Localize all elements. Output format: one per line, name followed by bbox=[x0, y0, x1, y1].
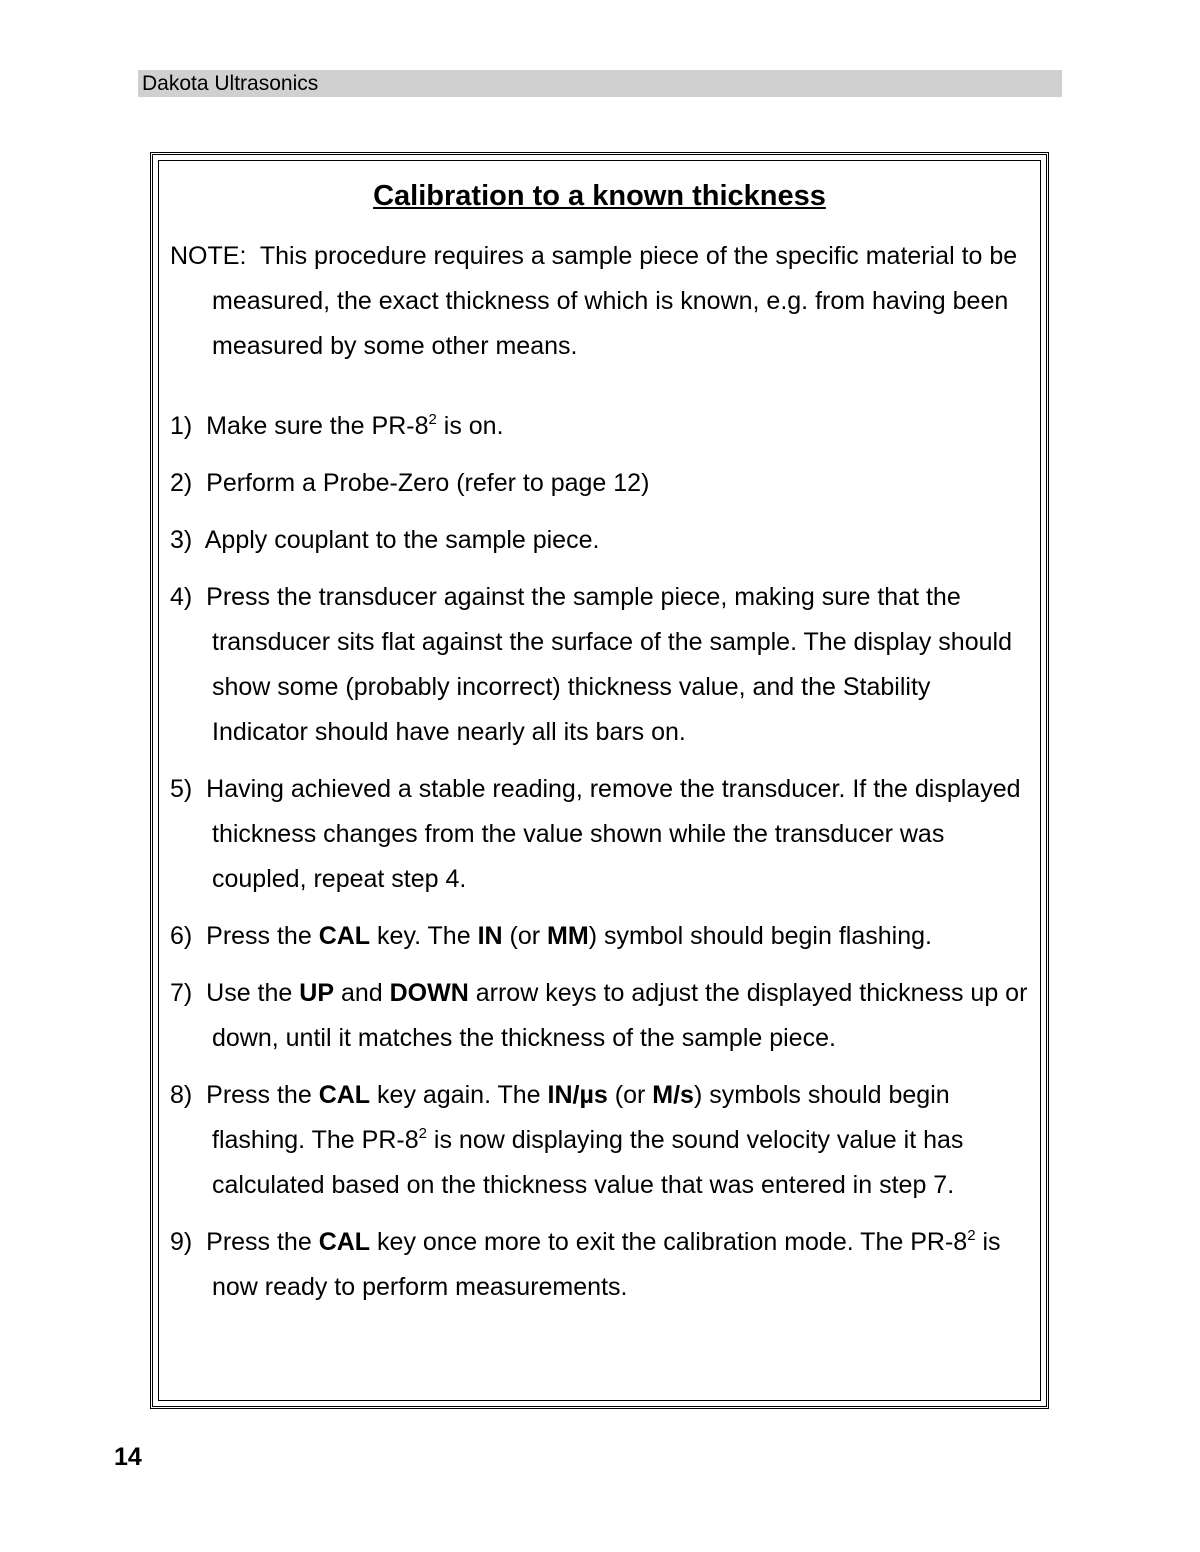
step-text: Press the bbox=[206, 1081, 312, 1109]
device-name: PR-8 bbox=[371, 412, 429, 440]
step-4 bbox=[170, 575, 1032, 755]
step-text: (or bbox=[509, 922, 541, 950]
step-number: 8) bbox=[170, 1081, 193, 1109]
in-symbol-label: IN bbox=[477, 922, 503, 950]
step-text: ) symbols should begin flashing. The bbox=[212, 1081, 950, 1154]
step-number: 2) bbox=[170, 469, 193, 497]
step-number: 1) bbox=[170, 412, 193, 440]
step-7 bbox=[170, 971, 1032, 1061]
step-9 bbox=[170, 1220, 1032, 1310]
note-label: NOTE: bbox=[170, 242, 247, 270]
step-6 bbox=[170, 914, 1032, 959]
page-number: 14 bbox=[114, 1443, 142, 1471]
step-text: is on. bbox=[443, 412, 504, 440]
device-superscript: 2 bbox=[418, 1125, 427, 1142]
step-number: 6) bbox=[170, 922, 193, 950]
cal-key-label: CAL bbox=[318, 922, 371, 950]
device-superscript: 2 bbox=[967, 1227, 976, 1244]
step-text: Having achieved a stable reading, remove the transducer. If the displayed thickness changes from the value shown while the transducer was coupled, repeat step 4. bbox=[206, 775, 1021, 893]
step-text: is now ready to perform measurements. bbox=[212, 1228, 1001, 1301]
device-name: PR-8 bbox=[361, 1126, 419, 1154]
note-text: This procedure requires a sample piece of the specific material to be measured, the exact thickness of which is known, e.g. from having been measured by some other means. bbox=[212, 242, 1018, 360]
step-1 bbox=[170, 404, 1032, 449]
step-number: 4) bbox=[170, 583, 193, 611]
step-text: Use the bbox=[206, 979, 293, 1007]
step-text: key once more to exit the calibration mode. The bbox=[377, 1228, 904, 1256]
note-paragraph bbox=[170, 234, 1032, 369]
step-number: 3) bbox=[170, 526, 193, 554]
cal-key-label: CAL bbox=[318, 1228, 371, 1256]
step-8 bbox=[170, 1073, 1032, 1208]
step-text: Make sure the bbox=[206, 412, 365, 440]
step-text: ) symbol should begin flashing. bbox=[588, 922, 932, 950]
cal-key-label: CAL bbox=[318, 1081, 371, 1109]
step-text: Perform a Probe-Zero (refer to page 12) bbox=[206, 469, 650, 497]
step-text: arrow keys to adjust the displayed thickness up or down, until it matches the thickness of the sample piece. bbox=[212, 979, 1028, 1052]
up-key-label: UP bbox=[299, 979, 334, 1007]
running-header bbox=[138, 70, 1062, 97]
mm-symbol-label: MM bbox=[547, 922, 589, 950]
step-3 bbox=[170, 518, 1032, 563]
step-text: (or bbox=[614, 1081, 646, 1109]
m-per-s-symbol-label: M/s bbox=[652, 1081, 694, 1109]
step-number: 5) bbox=[170, 775, 193, 803]
step-2 bbox=[170, 461, 1032, 506]
step-number: 9) bbox=[170, 1228, 193, 1256]
section-title: Calibration to a known thickness bbox=[373, 180, 826, 212]
device-name: PR-8 bbox=[910, 1228, 968, 1256]
step-text: Press the bbox=[206, 922, 312, 950]
in-per-us-symbol-label: IN/µs bbox=[547, 1081, 608, 1109]
step-text: Press the bbox=[206, 1228, 312, 1256]
header-text: Dakota Ultrasonics bbox=[142, 72, 319, 95]
step-text: Apply couplant to the sample piece. bbox=[204, 526, 600, 554]
step-text: key. The bbox=[377, 922, 471, 950]
step-text: and bbox=[340, 979, 383, 1007]
procedure-content bbox=[170, 234, 1032, 1322]
step-text: key again. The bbox=[377, 1081, 541, 1109]
step-number: 7) bbox=[170, 979, 193, 1007]
device-superscript: 2 bbox=[428, 411, 437, 428]
step-text: Press the transducer against the sample piece, making sure that the transducer sits flat against the surface of the sample. The display should show some (probably incorrect) thickness value, and the Stability Indicator should have nearly all its bars on. bbox=[206, 583, 1012, 746]
down-key-label: DOWN bbox=[389, 979, 469, 1007]
step-5 bbox=[170, 767, 1032, 902]
step-text: is now displaying the sound velocity value it has calculated based on the thickness value that was entered in step 7. bbox=[212, 1126, 964, 1199]
